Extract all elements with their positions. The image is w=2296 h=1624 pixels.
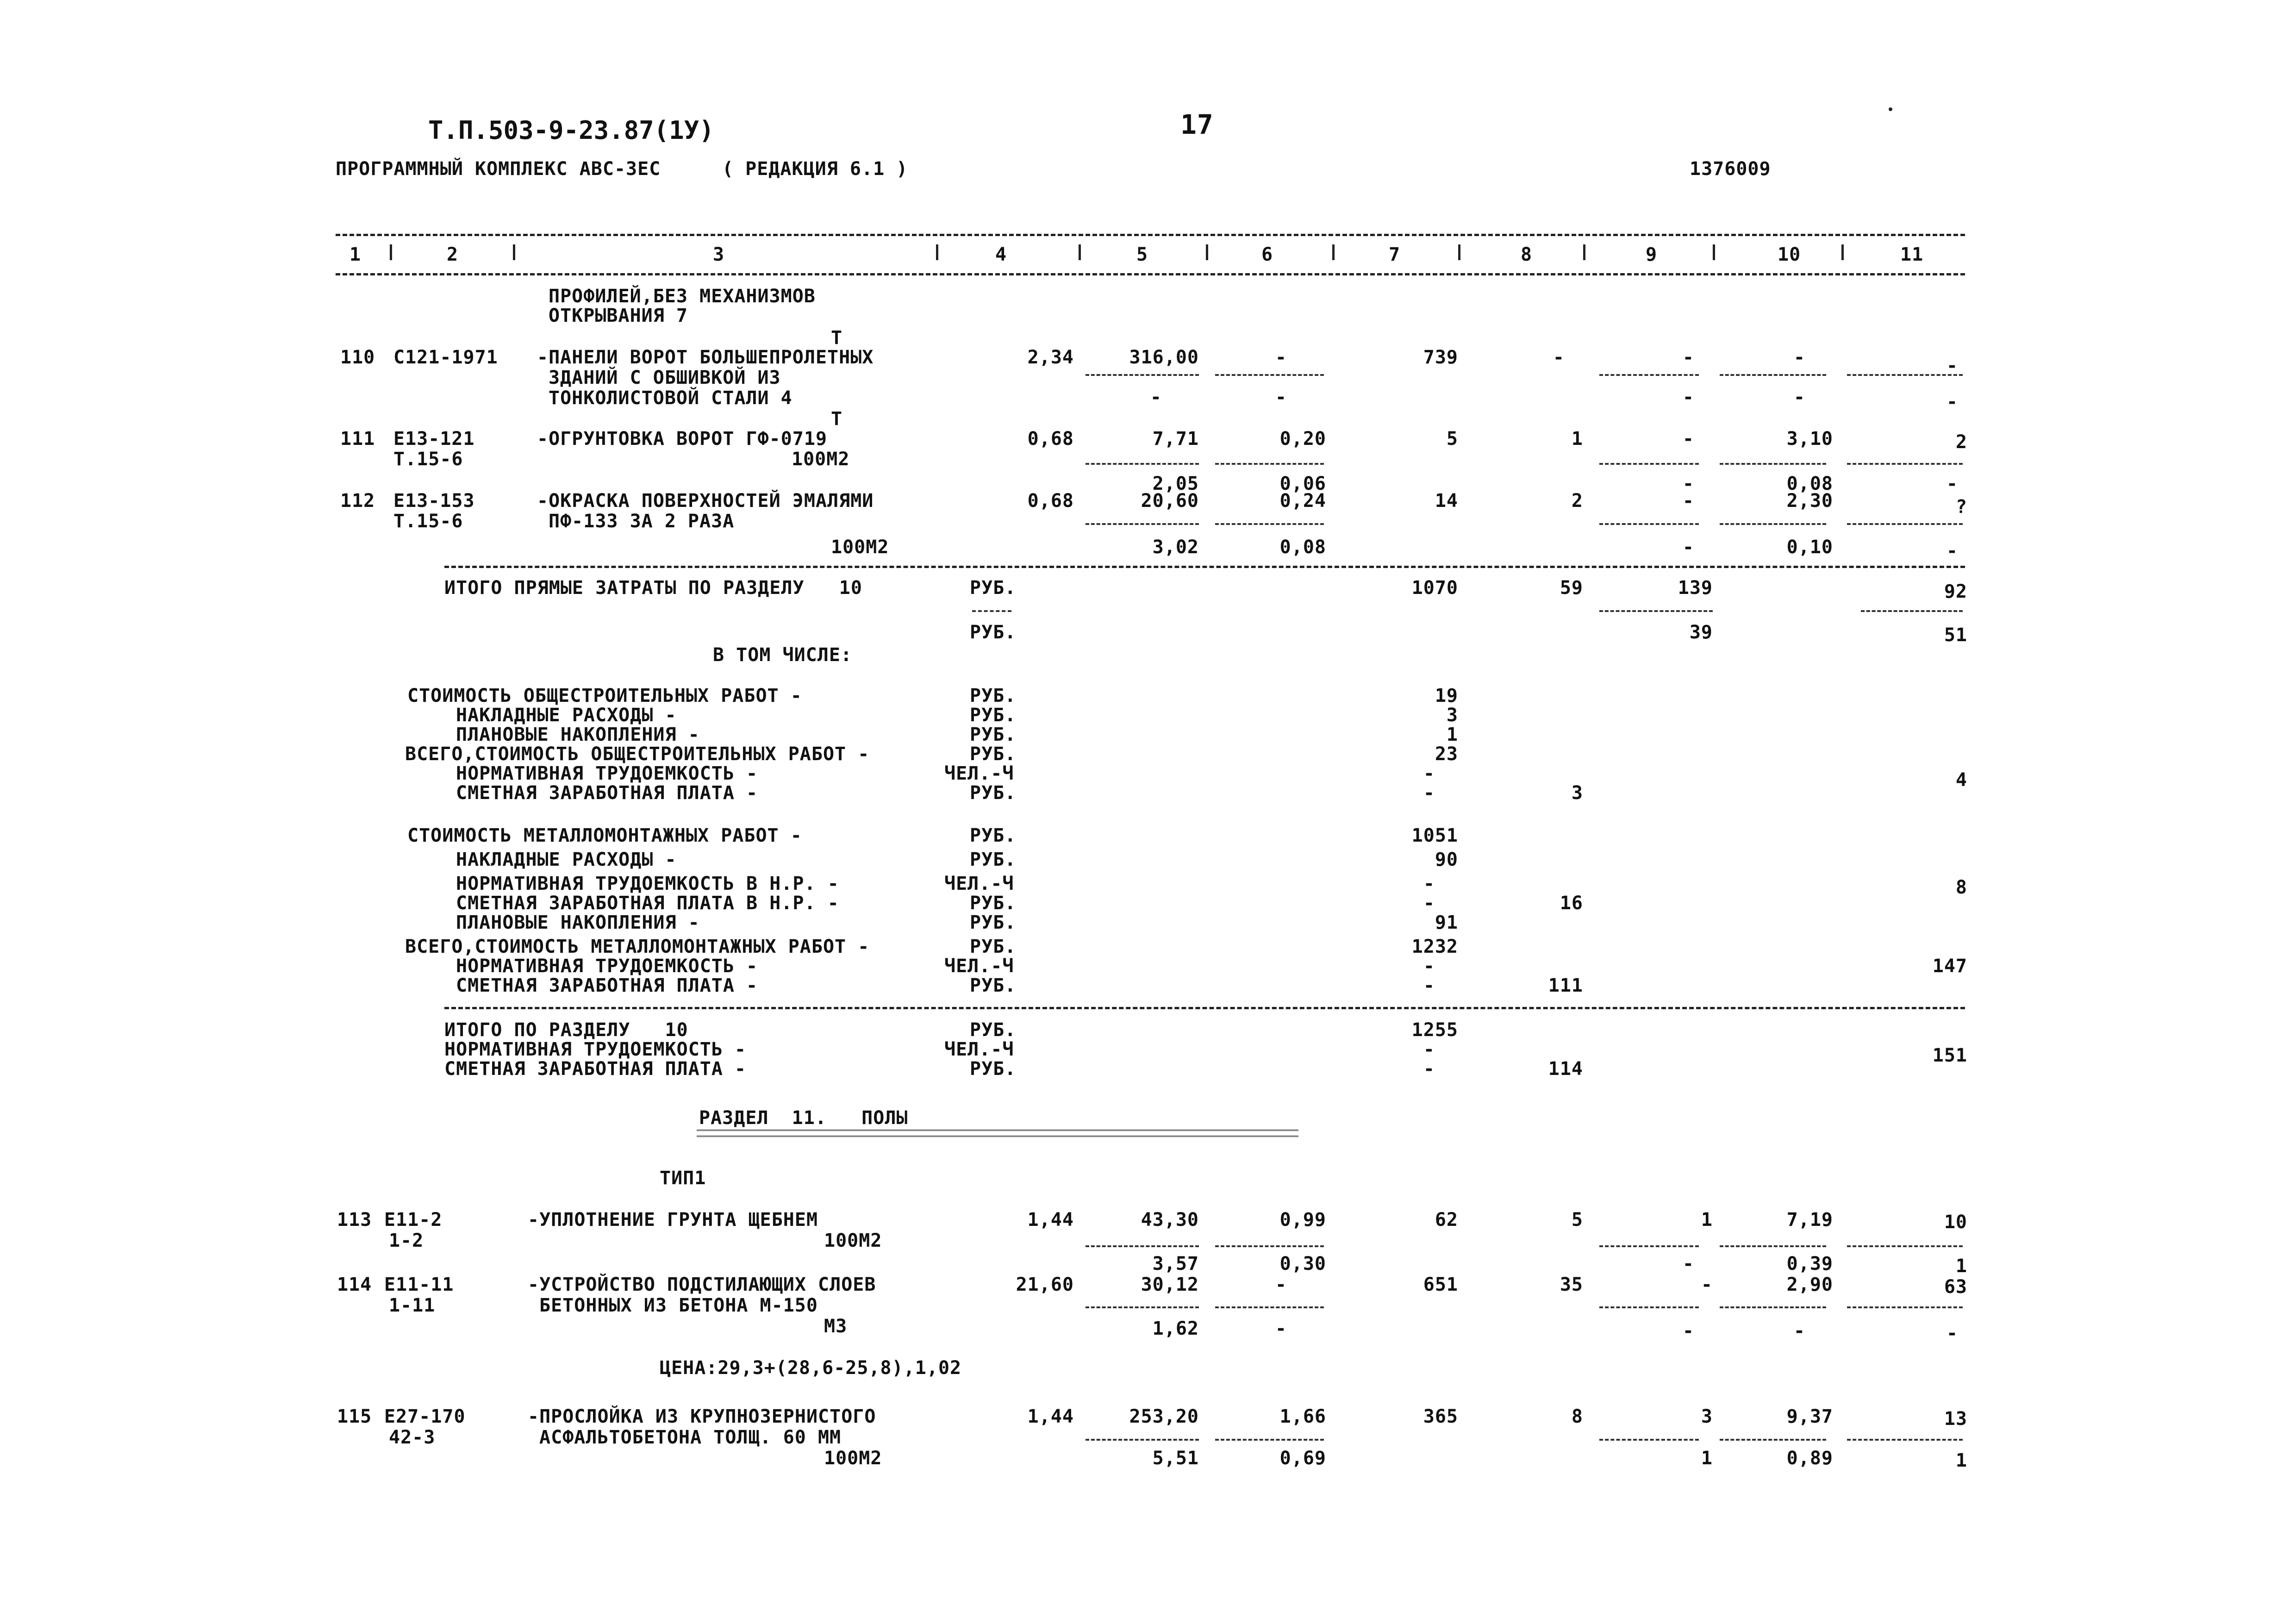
row-unit: 100М2 (824, 1230, 882, 1251)
section-rule (444, 566, 1965, 568)
summary-value-col11: 8 (1955, 877, 1967, 898)
cell-col9: 3 (1701, 1406, 1713, 1427)
cell-col7: 1070 (1411, 577, 1458, 599)
total-label: ИТОГО ПРЯМЫЕ ЗАТРАТЫ ПО РАЗДЕЛУ 10 (444, 577, 862, 599)
unit-label: РУБ. (970, 577, 1017, 599)
sub-divider (1720, 1306, 1826, 1308)
cell-sub11: - (1946, 473, 1958, 494)
cell-col9: - (1682, 428, 1694, 450)
row-code: Е11-2 (384, 1209, 443, 1230)
summary-label: ВСЕГО,СТОИМОСТЬ ОБЩЕСТРОИТЕЛЬНЫХ РАБОТ - (405, 743, 870, 765)
sub-divider (1847, 1245, 1963, 1247)
cell-qty: 1,44 (1027, 1406, 1074, 1427)
row-number: 114 (337, 1274, 372, 1295)
cell-col11: 63 (1944, 1276, 1967, 1298)
summary-label: НОРМАТИВНАЯ ТРУДОЕМКОСТЬ - (444, 1039, 747, 1060)
row-unit: М3 (824, 1316, 848, 1337)
row-name-line: -ПРОСЛОЙКА ИЗ КРУПНОЗЕРНИСТОГО (528, 1406, 876, 1427)
floor-type-label: ТИП1 (660, 1168, 706, 1189)
sub-divider (1086, 374, 1199, 376)
cell-sub5: 3,02 (1152, 537, 1199, 558)
summary-unit: РУБ. (970, 825, 1017, 846)
cell-price: 20,60 (1141, 490, 1199, 512)
summary-label: НОРМАТИВНАЯ ТРУДОЕМКОСТЬ - (456, 763, 758, 784)
summary-unit: РУБ. (970, 912, 1017, 933)
col-header-9: 9 (1646, 244, 1658, 265)
summary-label: СМЕТНАЯ ЗАРАБОТНАЯ ПЛАТА - (456, 782, 758, 804)
cell-qty: 1,44 (1027, 1209, 1074, 1230)
cell-sub10: 0,10 (1786, 537, 1833, 558)
col-header-11: 11 (1900, 244, 1924, 265)
cell-col10: 7,19 (1786, 1209, 1833, 1230)
col-header-5: 5 (1136, 244, 1148, 265)
cell-col6: 0,20 (1279, 428, 1326, 450)
cell-price: 316,00 (1129, 347, 1199, 368)
cell-col6: - (1275, 1274, 1287, 1295)
summary-value: - (1423, 782, 1435, 804)
summary-value: 90 (1435, 849, 1458, 870)
col-header-2: 2 (447, 244, 459, 265)
col-header-6: 6 (1261, 244, 1273, 265)
col-header-10: 10 (1778, 244, 1801, 265)
cell-col11: ? (1955, 496, 1967, 518)
sub-divider (1599, 1439, 1699, 1441)
cell-col9: - (1682, 490, 1694, 512)
summary-value: - (1423, 956, 1435, 977)
summary-unit: РУБ. (970, 975, 1017, 996)
page-number: 17 (1180, 109, 1214, 140)
row-code: Е13-153 (393, 490, 475, 512)
summary-label: СМЕТНАЯ ЗАРАБОТНАЯ ПЛАТА В Н.Р. - (456, 893, 839, 914)
summary-unit: ЧЕЛ.-Ч (944, 1039, 1014, 1060)
cell-sub9: - (1682, 537, 1694, 558)
cell-col7: 365 (1423, 1406, 1458, 1427)
cell-col8: 59 (1560, 577, 1583, 599)
row-name-line: -ОКРАСКА ПОВЕРХНОСТЕЙ ЭМАЛЯМИ (537, 490, 874, 512)
cell-col8: 1 (1571, 428, 1583, 450)
cell-sub6: 0,30 (1279, 1253, 1326, 1274)
col-header-4: 4 (995, 244, 1007, 265)
row-number: 110 (340, 347, 375, 368)
sub-divider (972, 610, 1011, 612)
summary-unit: РУБ. (970, 782, 1017, 804)
col-header-7: 7 (1389, 244, 1401, 265)
col-divider (1841, 244, 1844, 260)
summary-value-col8: 111 (1548, 975, 1583, 996)
col-divider (936, 244, 938, 260)
summary-unit: РУБ. (970, 1019, 1017, 1041)
col-header-8: 8 (1521, 244, 1533, 265)
summary-unit: РУБ. (970, 724, 1017, 745)
summary-value-col8: 3 (1571, 782, 1583, 804)
summary-value-col8: 16 (1560, 893, 1583, 914)
col-divider (1332, 244, 1335, 260)
sub-divider (1599, 610, 1713, 612)
col-header-1: 1 (349, 244, 362, 265)
carry-text-line: ПРОФИЛЕЙ,БЕЗ МЕХАНИЗМОВ (549, 286, 816, 307)
summary-unit: РУБ. (970, 743, 1017, 765)
summary-label: НОРМАТИВНАЯ ТРУДОЕМКОСТЬ - (456, 956, 758, 977)
sub-divider (1847, 1306, 1963, 1308)
sub-divider (1847, 374, 1963, 376)
summary-unit: РУБ. (970, 685, 1017, 706)
summary-value-col11: 4 (1955, 769, 1967, 791)
section-title: РАЗДЕЛ 11. ПОЛЫ (699, 1107, 908, 1129)
sub-divider (1720, 1439, 1826, 1441)
unit-label: РУБ. (970, 622, 1017, 643)
cell-sub11: 51 (1944, 625, 1967, 646)
row-name-line: ЗДАНИЙ С ОБШИВКОЙ ИЗ (549, 367, 781, 388)
cell-col9: 139 (1678, 577, 1713, 599)
col-divider (1713, 244, 1715, 260)
cell-col11: 10 (1944, 1212, 1967, 1233)
cell-sub5: 2,05 (1152, 473, 1199, 494)
row-code: Е27-170 (384, 1406, 466, 1427)
table-top-rule (336, 234, 1965, 236)
row-ref: 42-3 (389, 1427, 436, 1448)
row-ref: 1-11 (389, 1295, 436, 1316)
cell-col10: 2,90 (1786, 1274, 1833, 1295)
cell-col6: 0,99 (1279, 1209, 1326, 1230)
summary-label: ВСЕГО,СТОИМОСТЬ МЕТАЛЛОМОНТАЖНЫХ РАБОТ - (405, 936, 870, 957)
sub-divider (1215, 1245, 1324, 1247)
cell-sub11: - (1946, 540, 1958, 562)
sub-divider (1599, 523, 1699, 525)
summary-label: НАКЛАДНЫЕ РАСХОДЫ - (456, 849, 677, 870)
cell-sub9: - (1682, 1320, 1694, 1342)
summary-value: - (1423, 1058, 1435, 1080)
cell-sub9: - (1682, 1253, 1694, 1274)
cell-sub6: 0,08 (1279, 537, 1326, 558)
cell-sub5: 1,62 (1152, 1318, 1199, 1339)
cell-sub10: 0,89 (1786, 1448, 1833, 1469)
sub-divider (1720, 463, 1826, 465)
sub-divider (1086, 1245, 1199, 1247)
sub-divider (1215, 1439, 1324, 1441)
summary-value: - (1423, 893, 1435, 914)
row-number: 115 (337, 1406, 372, 1427)
sub-divider (1847, 463, 1963, 465)
sub-divider (1086, 463, 1199, 465)
summary-value: 91 (1435, 912, 1458, 933)
sub-divider (1720, 523, 1826, 525)
cell-qty: 0,68 (1027, 428, 1074, 450)
summary-value: - (1423, 763, 1435, 784)
row-name-line: ПФ-133 ЗА 2 РАЗА (549, 511, 735, 532)
cell-col9: - (1682, 347, 1694, 368)
sub-divider (1215, 523, 1324, 525)
summary-value: 1051 (1411, 825, 1458, 846)
cell-col7: 14 (1435, 490, 1458, 512)
summary-value: 1255 (1411, 1019, 1458, 1041)
cell-sub9: 39 (1689, 622, 1713, 643)
cell-qty: 21,60 (1016, 1274, 1074, 1295)
summary-unit: РУБ. (970, 849, 1017, 870)
row-code: Е11-11 (384, 1274, 454, 1295)
col-divider (1206, 244, 1208, 260)
summary-unit: РУБ. (970, 936, 1017, 957)
document-code: Т.П.503-9-23.87(1У) (428, 116, 714, 145)
cell-sub9: 1 (1701, 1448, 1713, 1469)
sub-divider (1215, 374, 1324, 376)
row-number: 111 (340, 428, 375, 450)
summary-label: ПЛАНОВЫЕ НАКОПЛЕНИЯ - (456, 724, 700, 745)
summary-unit: ЧЕЛ.-Ч (944, 873, 1014, 894)
cell-col11: 2 (1955, 431, 1967, 453)
row-unit: 100М2 (831, 537, 889, 558)
row-unit: 100М2 (824, 1448, 882, 1469)
summary-label: ПЛАНОВЫЕ НАКОПЛЕНИЯ - (456, 912, 700, 933)
sub-divider (1847, 523, 1963, 525)
cell-col7: 651 (1423, 1274, 1458, 1295)
summary-value-col8: 114 (1548, 1058, 1583, 1080)
cell-col8: - (1553, 347, 1565, 368)
document-id: 1376009 (1690, 158, 1771, 180)
sub-divider (1720, 374, 1826, 376)
summary-value: - (1423, 975, 1435, 996)
cell-col11: - (1946, 355, 1958, 376)
cell-col9: 1 (1701, 1209, 1713, 1230)
cell-col7: 5 (1446, 428, 1458, 450)
sub-divider (1215, 1306, 1324, 1308)
cell-col8: 35 (1560, 1274, 1583, 1295)
row-name-line: БЕТОННЫХ ИЗ БЕТОНА М-150 (539, 1295, 818, 1316)
summary-value: 19 (1435, 685, 1458, 706)
cell-sub10: 0,39 (1786, 1253, 1833, 1274)
summary-value: - (1423, 873, 1435, 894)
summary-value-col11: 151 (1932, 1045, 1967, 1066)
sub-divider (1720, 1245, 1826, 1247)
cell-col10: 9,37 (1786, 1406, 1833, 1427)
cell-qty: 2,34 (1027, 347, 1074, 368)
summary-value: 1232 (1411, 936, 1458, 957)
summary-value: 1 (1446, 724, 1458, 745)
sub-divider (1599, 1245, 1699, 1247)
summary-unit: РУБ. (970, 1058, 1017, 1080)
including-label: В ТОМ ЧИСЛЕ: (713, 644, 852, 666)
cell-price: 30,12 (1141, 1274, 1199, 1295)
cell-price: 43,30 (1141, 1209, 1199, 1230)
cell-sub6: - (1275, 387, 1287, 408)
cell-price: 253,20 (1129, 1406, 1199, 1427)
summary-label: НОРМАТИВНАЯ ТРУДОЕМКОСТЬ В Н.Р. - (456, 873, 839, 894)
summary-value: - (1423, 1039, 1435, 1060)
row-name-line: -УСТРОЙСТВО ПОДСТИЛАЮЩИХ СЛОЕВ (528, 1274, 876, 1295)
cell-sub11: - (1946, 391, 1958, 412)
cell-col7: 62 (1435, 1209, 1458, 1230)
cell-col8: 2 (1571, 490, 1583, 512)
summary-label: СМЕТНАЯ ЗАРАБОТНАЯ ПЛАТА - (456, 975, 758, 996)
cell-sub10: - (1793, 387, 1805, 408)
cell-price: 7,71 (1152, 428, 1199, 450)
summary-label: СТОИМОСТЬ ОБЩЕСТРОИТЕЛЬНЫХ РАБОТ - (407, 685, 802, 706)
cell-col8: 8 (1571, 1406, 1583, 1427)
sub-divider (1599, 463, 1699, 465)
cell-sub9: - (1682, 473, 1694, 494)
cell-col8: 5 (1571, 1209, 1583, 1230)
sub-divider (1861, 610, 1963, 612)
edition-label: ( РЕДАКЦИЯ 6.1 ) (722, 158, 908, 180)
row-ref: 1-2 (389, 1230, 424, 1251)
cell-col6: 0,24 (1279, 490, 1326, 512)
summary-label: ИТОГО ПО РАЗДЕЛУ 10 (444, 1019, 688, 1041)
sub-divider (1847, 1439, 1963, 1441)
summary-value: 23 (1435, 743, 1458, 765)
t-mark: Т (831, 408, 843, 430)
sub-divider (1215, 463, 1324, 465)
col-divider (513, 244, 515, 260)
cell-col6: 1,66 (1279, 1406, 1326, 1427)
t-mark: Т (831, 327, 843, 349)
cell-col9: - (1701, 1274, 1713, 1295)
cell-sub11: - (1946, 1323, 1958, 1344)
cell-col11: 13 (1944, 1408, 1967, 1430)
cell-qty: 0,68 (1027, 490, 1074, 512)
sub-divider (1599, 1306, 1699, 1308)
cell-col7: 739 (1423, 347, 1458, 368)
row-number: 113 (337, 1209, 372, 1230)
summary-unit: ЧЕЛ.-Ч (944, 763, 1014, 784)
cell-sub9: - (1682, 387, 1694, 408)
section-title-underline (697, 1130, 1298, 1137)
sub-divider (1599, 374, 1699, 376)
summary-unit: РУБ. (970, 705, 1017, 726)
summary-label: СМЕТНАЯ ЗАРАБОТНАЯ ПЛАТА - (444, 1058, 747, 1080)
col-divider (1079, 244, 1081, 260)
cell-sub5: 5,51 (1152, 1448, 1199, 1469)
summary-label: НАКЛАДНЫЕ РАСХОДЫ - (456, 705, 677, 726)
price-formula: ЦЕНА:29,3+(28,6-25,8),1,02 (660, 1357, 962, 1379)
summary-unit: РУБ. (970, 893, 1017, 914)
sub-divider (1086, 1439, 1199, 1441)
cell-sub5: - (1150, 387, 1162, 408)
cell-col10: 2,30 (1786, 490, 1833, 512)
header-bottom-rule (336, 273, 1965, 275)
row-ref: Т.15-6 (393, 449, 463, 470)
cell-sub10: - (1793, 1320, 1805, 1342)
row-name-line: -ОГРУНТОВКА ВОРОТ ГФ-0719 (537, 428, 828, 450)
row-name-line: -УПЛОТНЕНИЕ ГРУНТА ЩЕБНЕМ (528, 1209, 818, 1230)
summary-value: 3 (1446, 705, 1458, 726)
cell-sub6: - (1275, 1318, 1287, 1339)
row-unit: 100М2 (792, 449, 850, 470)
cell-sub10: 0,08 (1786, 473, 1833, 494)
cell-col10: 3,10 (1786, 428, 1833, 450)
summary-unit: ЧЕЛ.-Ч (944, 956, 1014, 977)
row-name-line: -ПАНЕЛИ ВОРОТ БОЛЬШЕПРОЛЕТНЫХ (537, 347, 874, 368)
cell-sub5: 3,57 (1152, 1253, 1199, 1274)
cell-sub6: 0,69 (1279, 1448, 1326, 1469)
row-code: С121-1971 (393, 347, 498, 368)
cell-sub11: 1 (1955, 1450, 1967, 1471)
carry-text-line: ОТКРЫВАНИЯ 7 (549, 305, 688, 326)
stray-mark (1889, 107, 1892, 111)
cell-col6: - (1275, 347, 1287, 368)
row-name-line: АСФАЛЬТОБЕТОНА ТОЛЩ. 60 ММ (539, 1427, 842, 1448)
col-divider (1458, 244, 1460, 260)
cell-col10: - (1793, 347, 1805, 368)
cell-col11: 92 (1944, 581, 1967, 602)
cell-sub11: 1 (1955, 1255, 1967, 1277)
col-divider (390, 244, 392, 260)
section-rule (444, 1007, 1965, 1009)
col-header-3: 3 (713, 244, 725, 265)
col-divider (1583, 244, 1585, 260)
row-ref: Т.15-6 (393, 511, 463, 532)
summary-value-col11: 147 (1932, 956, 1967, 977)
summary-label: СТОИМОСТЬ МЕТАЛЛОМОНТАЖНЫХ РАБОТ - (407, 825, 802, 846)
sub-divider (1086, 1306, 1199, 1308)
row-name-line: ТОНКОЛИСТОВОЙ СТАЛИ 4 (549, 387, 792, 409)
sub-divider (1086, 523, 1199, 525)
cell-sub6: 0,06 (1279, 473, 1326, 494)
row-number: 112 (340, 490, 375, 512)
row-code: Е13-121 (393, 428, 475, 450)
program-name: ПРОГРАММНЫЙ КОМПЛЕКС АВС-3ЕС (336, 158, 661, 180)
